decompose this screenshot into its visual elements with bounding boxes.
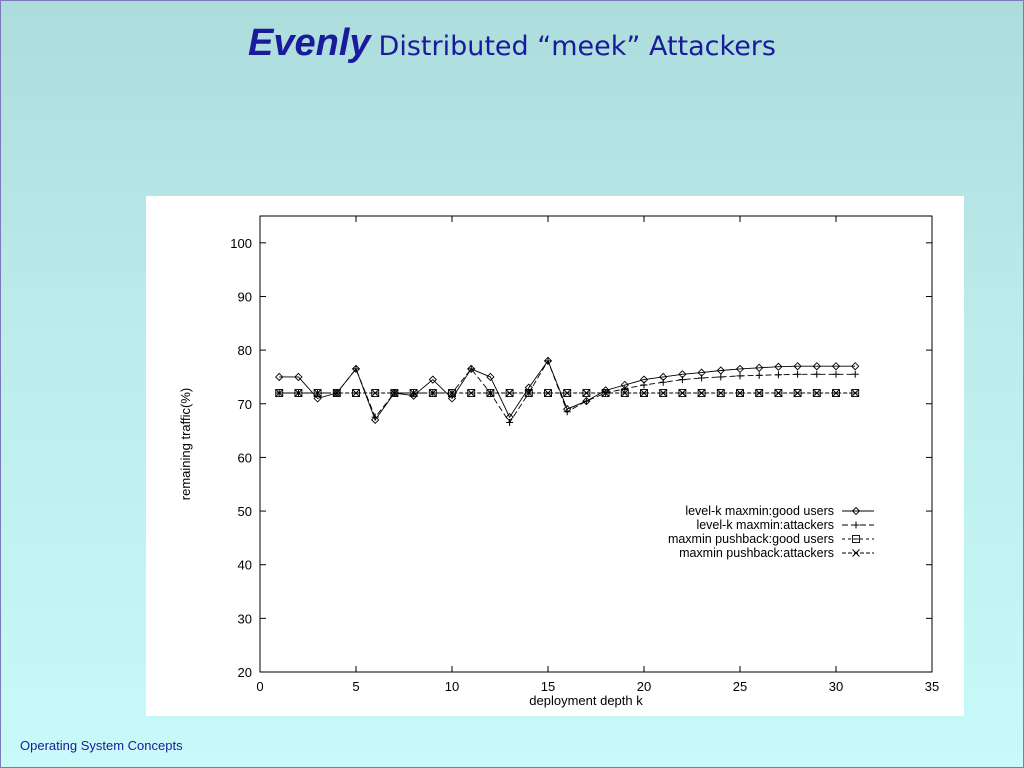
x-axis-label: deployment depth k — [529, 693, 643, 708]
y-axis-label: remaining traffic(%) — [178, 387, 193, 501]
x-tick-label: 5 — [352, 679, 360, 694]
y-tick-label: 80 — [237, 343, 252, 359]
y-tick-label: 100 — [230, 235, 252, 251]
y-tick-label: 30 — [237, 611, 252, 627]
legend — [668, 504, 874, 560]
plot-frame — [260, 216, 932, 672]
x-tick-label: 10 — [444, 679, 460, 694]
title-rest: Distributed “meek” Attackers — [378, 31, 776, 62]
legend-label: level-k maxmin:good users — [685, 504, 834, 518]
cross-marker — [853, 550, 860, 557]
x-tick-label: 25 — [732, 679, 748, 694]
series-2 — [276, 357, 859, 426]
slide-title — [0, 22, 1024, 65]
y-tick-label: 70 — [237, 396, 252, 412]
plus-marker — [794, 371, 801, 378]
x-tick-label: 0 — [256, 679, 264, 694]
footer-text: Operating System Concepts — [20, 738, 183, 753]
x-tick-label: 35 — [924, 679, 940, 694]
plus-marker — [737, 372, 744, 379]
x-tick-label: 20 — [636, 679, 652, 694]
legend-label: maxmin pushback:good users — [667, 532, 834, 546]
legend-label: maxmin pushback:attackers — [679, 546, 834, 560]
plus-marker — [813, 371, 820, 378]
y-tick-label: 20 — [237, 665, 252, 680]
chart-panel — [146, 196, 964, 716]
y-tick-label: 90 — [237, 289, 252, 305]
plus-marker — [756, 372, 763, 379]
plus-marker — [775, 371, 782, 378]
title-emphasis: Evenly — [248, 22, 371, 64]
plus-marker — [833, 371, 840, 378]
y-tick-label: 40 — [237, 557, 252, 573]
plus-marker — [852, 371, 859, 378]
legend-label: level-k maxmin:attackers — [696, 518, 834, 532]
x-tick-label: 15 — [540, 679, 556, 694]
series-3 — [276, 390, 859, 397]
plus-marker — [853, 522, 860, 529]
x-tick-label: 30 — [828, 679, 844, 694]
square-marker — [853, 536, 860, 543]
y-tick-label: 50 — [237, 504, 252, 520]
line-chart — [146, 196, 964, 716]
y-tick-label: 60 — [237, 450, 252, 466]
